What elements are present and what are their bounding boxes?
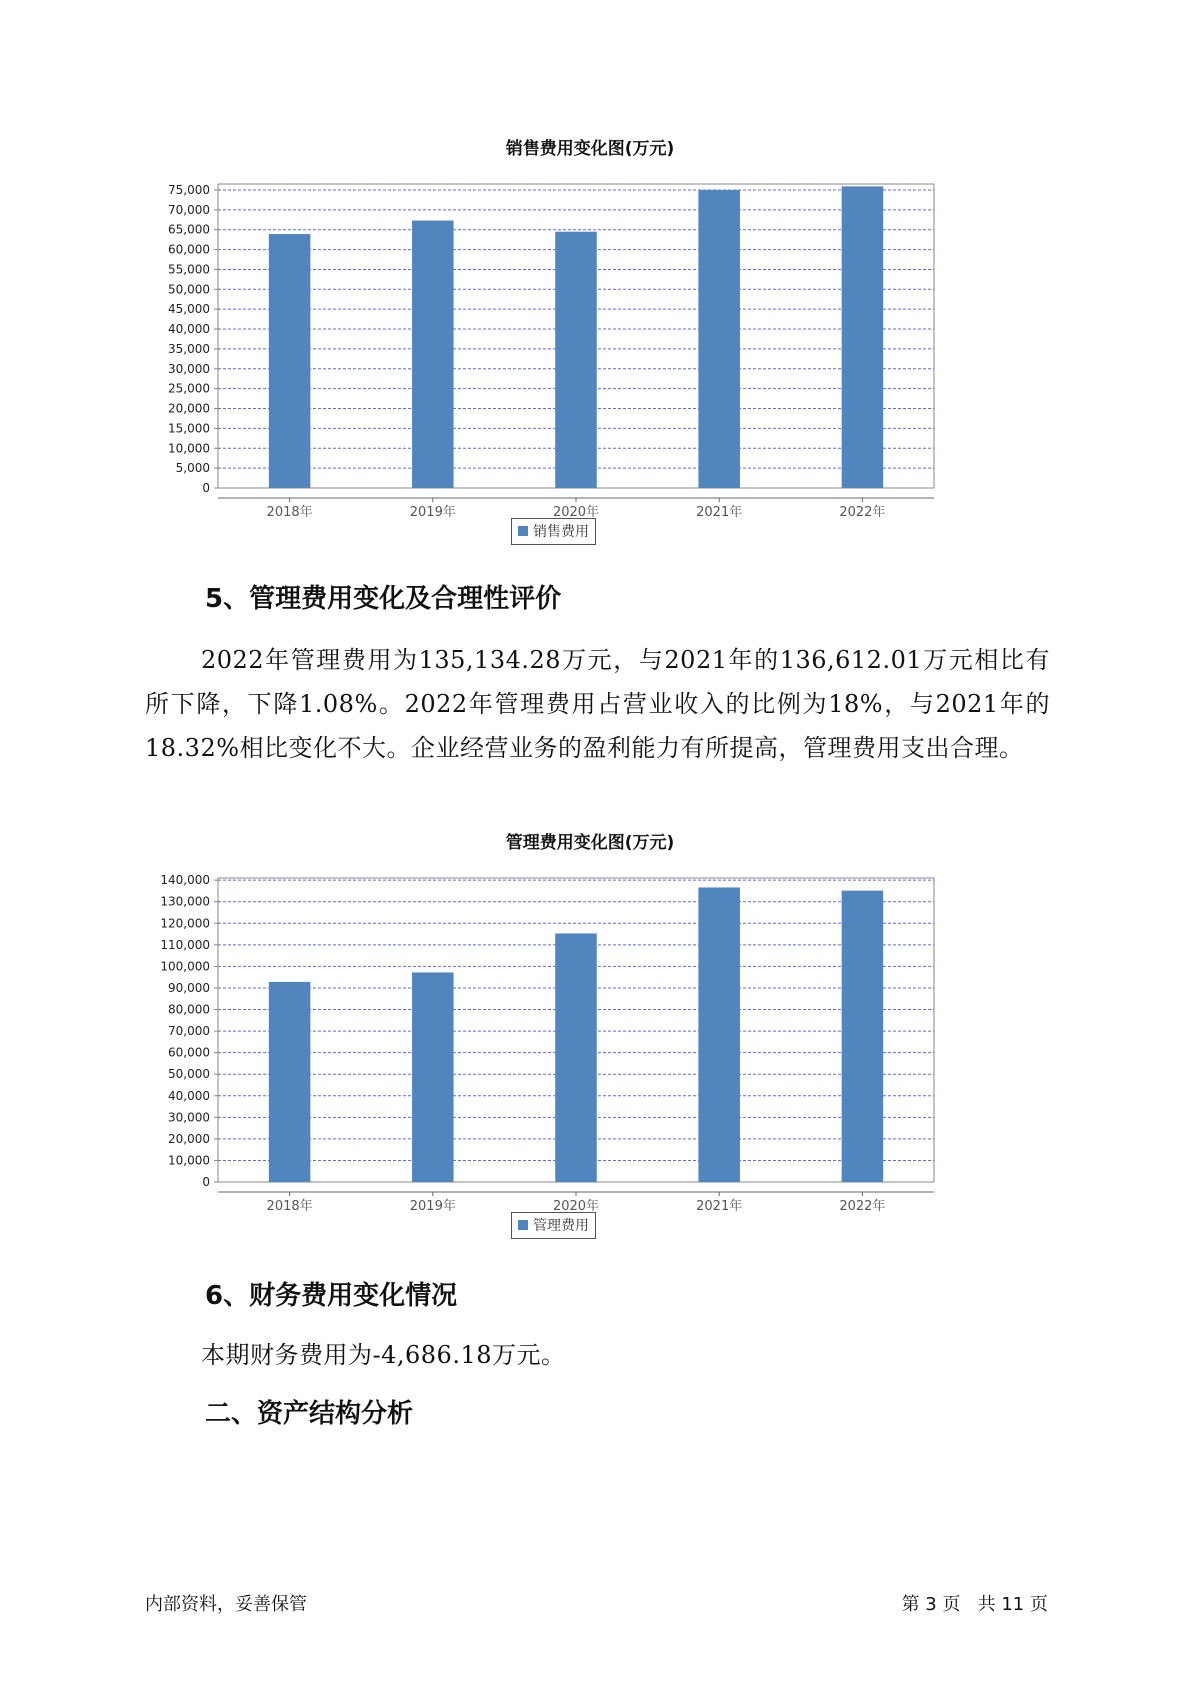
y-tick-label: 65,000: [168, 222, 210, 237]
y-tick-label: 25,000: [168, 381, 210, 396]
y-tick-label: 120,000: [160, 916, 210, 931]
x-tick-label: 2018年: [266, 1199, 313, 1214]
x-tick-label: 2020年: [552, 1199, 600, 1214]
y-tick-label: 40,000: [168, 1088, 210, 1103]
x-tick-label: 2019年: [409, 1199, 456, 1214]
legend-label: 销售费用: [533, 524, 589, 540]
y-tick-label: 100,000: [160, 959, 210, 974]
y-tick-label: 0: [202, 481, 210, 495]
y-tick-label: 60,000: [168, 1045, 210, 1060]
legend-swatch: [518, 1220, 528, 1230]
admin-expense-chart-svg: [150, 862, 1030, 1232]
x-tick-label: 2018年: [266, 505, 313, 520]
section-6-paragraph: 本期财务费用为-4,686.18万元。: [201, 1341, 566, 1369]
footer-page-number: 第 3 页 共 11 页: [901, 1594, 1048, 1615]
y-tick-label: 70,000: [168, 1024, 210, 1039]
y-tick-label: 45,000: [168, 302, 210, 317]
x-tick-label: 2019年: [409, 505, 456, 520]
y-tick-label: 55,000: [168, 262, 210, 277]
y-tick-label: 10,000: [168, 1153, 210, 1168]
y-tick-label: 60,000: [168, 242, 210, 257]
y-tick-label: 10,000: [168, 441, 210, 456]
y-tick-label: 35,000: [168, 341, 210, 356]
chart-title: 管理费用变化图(万元): [505, 833, 675, 853]
y-tick-label: 20,000: [168, 1131, 210, 1146]
y-tick-label: 90,000: [168, 980, 210, 995]
section-5-heading: 5、管理费用变化及合理性评价: [205, 584, 562, 614]
chart-title: 销售费用变化图(万元): [505, 139, 675, 159]
x-tick-label: 2022年: [839, 505, 886, 520]
y-tick-label: 70,000: [168, 202, 210, 217]
y-tick-label: 110,000: [160, 937, 210, 952]
section-5-paragraph: 2022年管理费用为135,134.28万元，与2021年的136,612.01万元相比有所下降，下降1.08%。2022年管理费用占营业收入的比例为18%，与2021年的18.32%相比变化不大。企业经营业务的盈利能力有所提高，管理费用支出合理。: [145, 646, 1050, 762]
sales-expense-chart-svg: [150, 168, 1030, 538]
bar: [269, 234, 311, 488]
y-tick-label: 75,000: [168, 182, 210, 197]
y-tick-label: 0: [202, 1175, 210, 1189]
x-tick-label: 2021年: [696, 1199, 743, 1214]
y-tick-label: 30,000: [168, 361, 210, 376]
bar: [698, 190, 740, 488]
sales-expense-chart: [150, 128, 1030, 548]
chart-legend: [511, 1212, 596, 1239]
bar: [555, 933, 597, 1182]
y-tick-label: 40,000: [168, 322, 210, 337]
legend-label: 管理费用: [533, 1218, 589, 1234]
y-tick-label: 140,000: [160, 873, 210, 888]
bar: [412, 221, 454, 488]
chart-legend: [511, 518, 596, 545]
y-tick-label: 80,000: [168, 1002, 210, 1017]
x-tick-label: 2020年: [552, 505, 600, 520]
legend-swatch: [518, 526, 528, 536]
footer-confidential-note: 内部资料，妥善保管: [145, 1594, 307, 1615]
bar: [269, 982, 311, 1182]
bar: [842, 891, 884, 1182]
y-tick-label: 30,000: [168, 1110, 210, 1125]
y-tick-label: 50,000: [168, 282, 210, 297]
admin-expense-chart: [150, 822, 1030, 1242]
bar: [698, 887, 740, 1182]
section-two-heading: 二、资产结构分析: [205, 1399, 414, 1429]
bar: [555, 232, 597, 488]
y-tick-label: 5,000: [175, 461, 210, 476]
x-tick-label: 2022年: [839, 1199, 886, 1214]
bar: [412, 972, 454, 1182]
y-tick-label: 20,000: [168, 401, 210, 416]
x-tick-label: 2021年: [696, 505, 743, 520]
y-tick-label: 15,000: [168, 421, 210, 436]
y-tick-label: 50,000: [168, 1067, 210, 1082]
section-6-heading: 6、财务费用变化情况: [205, 1281, 458, 1311]
y-tick-label: 130,000: [160, 894, 210, 909]
bar: [842, 186, 884, 488]
